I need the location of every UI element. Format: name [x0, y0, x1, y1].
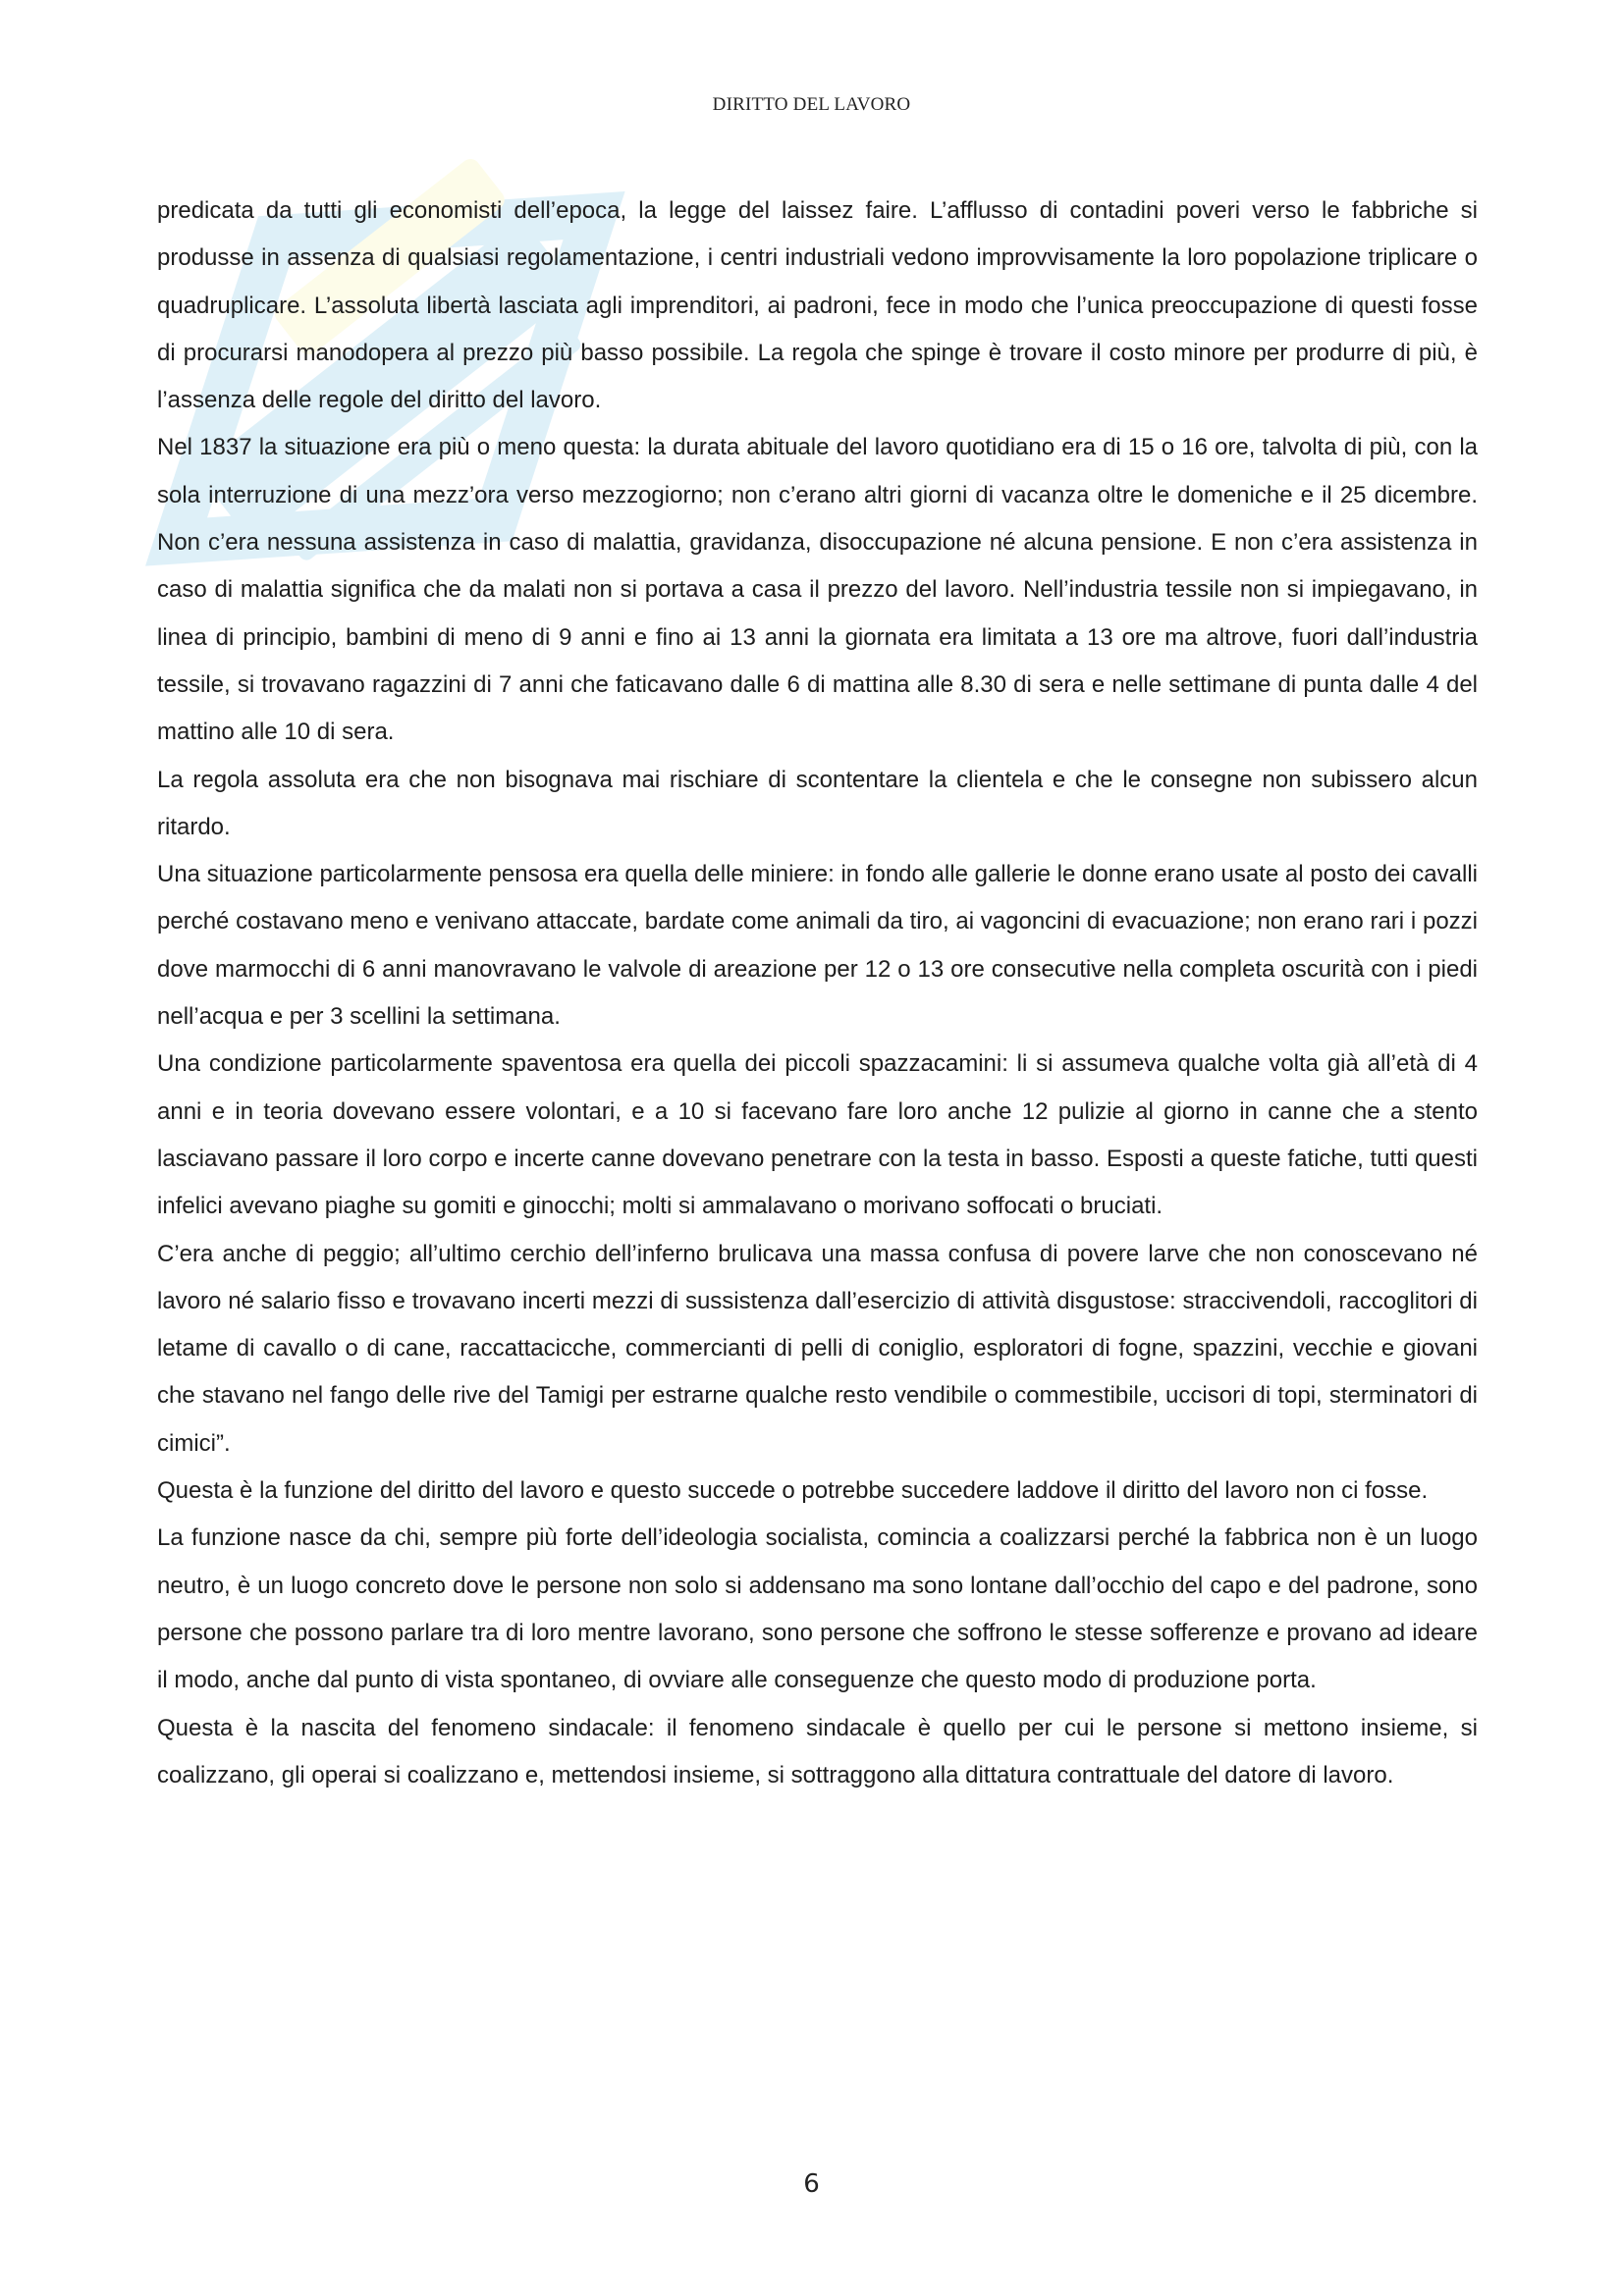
- document-body: [157, 187, 1478, 1799]
- paragraph: Una situazione particolarmente pensosa era quella delle miniere: in fondo alle gallerie le donne erano usate al posto dei cavalli perché costavano meno e venivano attaccate, bardate come animali da tiro, ai vagoncini di evacuazione; non erano rari i pozzi dove marmocchi di 6 anni manovravano le valvole di areazione per 12 o 13 ore consecutive nella completa oscurità con i piedi nell’acqua e per 3 scellini la settimana.: [157, 861, 1478, 1031]
- paragraph: predicata da tutti gli economisti dell’epoca, la legge del laissez faire. L’afflusso di contadini poveri verso le fabbriche si produsse in assenza di qualsiasi regolamentazione, i centri industriali vedono improvvisamente la loro popolazione triplicare o quadruplicare. L’assoluta libertà lasciata agli imprenditori, ai padroni, fece in modo che l’unica preoccupazione di questi fosse di procurarsi manodopera al prezzo più basso possibile. La regola che spinge è trovare il costo minore per produrre di più, è l’assenza delle regole del diritto del lavoro.: [157, 197, 1478, 414]
- paragraph: Nel 1837 la situazione era più o meno questa: la durata abituale del lavoro quotidiano era di 15 o 16 ore, talvolta di più, con la sola interruzione di una mezz’ora verso mezzogiorno; non c’erano altri giorni di vacanza oltre le domeniche e il 25 dicembre. Non c’era nessuna assistenza in caso di malattia, gravidanza, disoccupazione né alcuna pensione. E non c’era assistenza in caso di malattia significa che da malati non si portava a casa il prezzo del lavoro. Nell’industria tessile non si impiegavano, in linea di principio, bambini di meno di 9 anni e fino ai 13 anni la giornata era limitata a 13 ore ma altrove, fuori dall’industria tessile, si trovavano ragazzini di 7 anni che faticavano dalle 6 di mattina alle 8.30 di sera e nelle settimane di punta dalle 4 del mattino alle 10 di sera.: [157, 434, 1478, 746]
- page-number: 6: [803, 2169, 820, 2199]
- paragraph: La funzione nasce da chi, sempre più forte dell’ideologia socialista, comincia a coalizzarsi perché la fabbrica non è un luogo neutro, è un luogo concreto dove le persone non solo si addensano ma sono lontane dall’occhio del capo e del padrone, sono persone che possono parlare tra di loro mentre lavorano, sono persone che soffrono le stesse sofferenze e provano ad ideare il modo, anche dal punto di vista spontaneo, di ovviare alle conseguenze che questo modo di produzione porta.: [157, 1524, 1478, 1694]
- paragraph: C’era anche di peggio; all’ultimo cerchio dell’inferno brulicava una massa confusa di povere larve che non conoscevano né lavoro né salario fisso e trovavano incerti mezzi di sussistenza dall’esercizio di attività disgustose: straccivendoli, raccoglitori di letame di cavallo o di cane, raccattacicche, commercianti di pelli di coniglio, esploratori di fogne, spazzini, vecchie e giovani che stavano nel fango delle rive del Tamigi per estrarne qualche resto vendibile o commestibile, uccisori di topi, sterminatori di cimici”.: [157, 1240, 1478, 1457]
- paragraph: La regola assoluta era che non bisognava mai rischiare di scontentare la clientela e che le consegne non subissero alcun ritardo.: [157, 766, 1478, 840]
- running-header: DIRITTO DEL LAVORO: [712, 94, 911, 115]
- paragraph: Una condizione particolarmente spaventosa era quella dei piccoli spazzacamini: li si assumeva qualche volta già all’età di 4 anni e in teoria dovevano essere volontari, e a 10 si facevano fare loro anche 12 pulizie al giorno in canne che a stento lasciavano passare il loro corpo e incerte canne dovevano penetrare con la testa in basso. Esposti a queste fatiche, tutti questi infelici avevano piaghe su gomiti e ginocchi; molti si ammalavano o morivano soffocati o bruciati.: [157, 1050, 1478, 1220]
- paragraph: Questa è la nascita del fenomeno sindacale: il fenomeno sindacale è quello per cui le persone si mettono insieme, si coalizzano, gli operai si coalizzano e, mettendosi insieme, si sottraggono alla dittatura contrattuale del datore di lavoro.: [157, 1714, 1478, 1789]
- paragraph: Questa è la funzione del diritto del lavoro e questo succede o potrebbe succedere laddove il diritto del lavoro non ci fosse.: [157, 1477, 1429, 1505]
